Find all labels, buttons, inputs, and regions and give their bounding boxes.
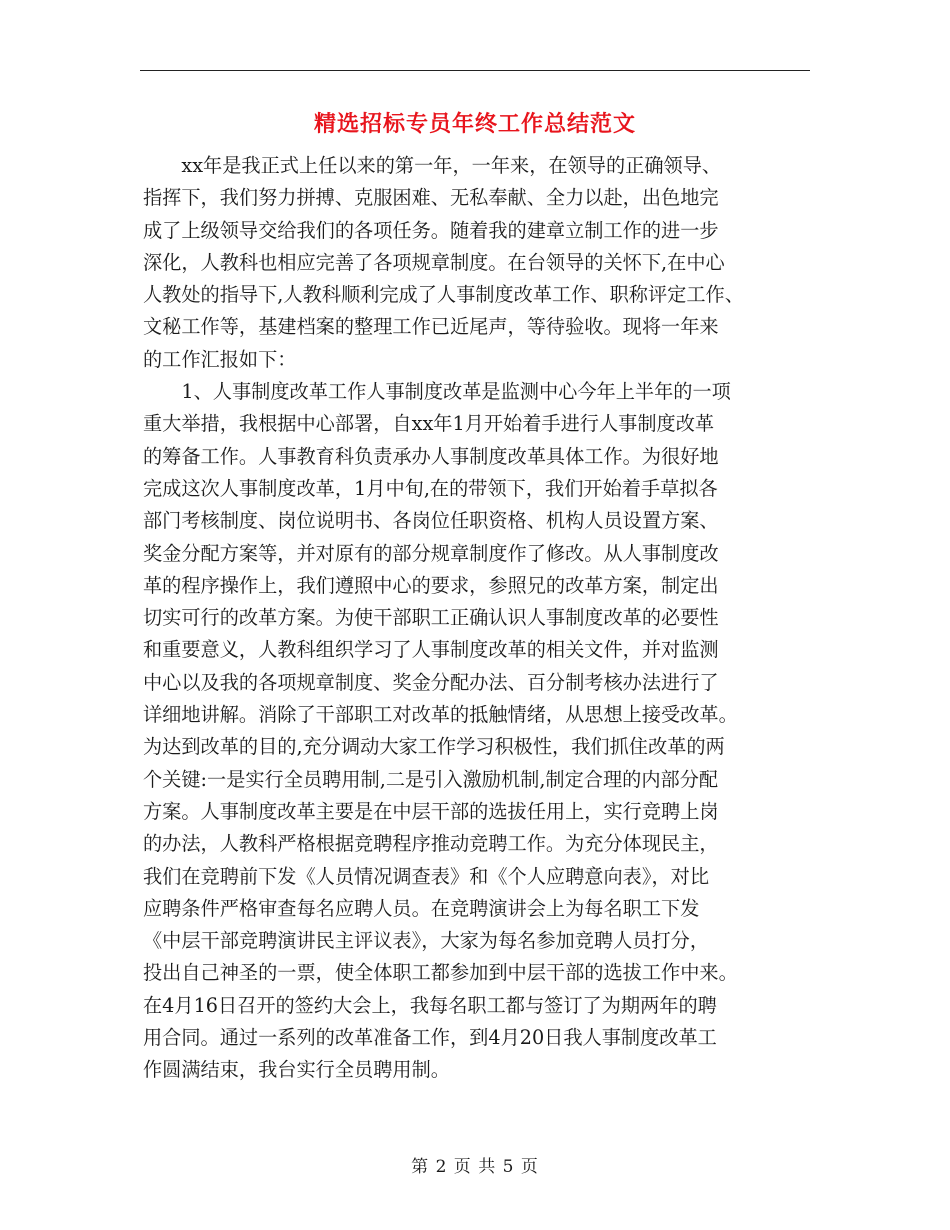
body-line: 完成这次人事制度改革，1月中旬,在的带领下，我们开始着手草拟各 — [143, 476, 718, 500]
page-number-footer: 第 2 页 共 5 页 — [411, 1157, 539, 1177]
body-line: xx年是我正式上任以来的第一年，一年来，在领导的正确领导、 — [143, 154, 722, 177]
body-line: 指挥下，我们努力拼搏、克服困难、无私奉献、全力以赴，出色地完 — [143, 186, 719, 210]
body-line: 奖金分配方案等，并对原有的部分规章制度作了修改。从人事制度改 — [143, 541, 719, 565]
body-line: 中心以及我的各项规章制度、奖金分配办法、百分制考核办法进行了 — [143, 670, 719, 694]
body-line: 个关键:一是实行全员聘用制,二是引入激励机制,制定合理的内部分配 — [143, 767, 719, 791]
body-line: 人教处的指导下,人教科顺利完成了人事制度改革工作、职称评定工作、 — [143, 283, 744, 307]
body-line: 投出自己神圣的一票，使全体职工都参加到中层干部的选拔工作中来。 — [143, 961, 738, 985]
body-line: 革的程序操作上，我们遵照中心的要求，参照兄的改革方案，制定出 — [143, 573, 719, 597]
body-line: 用合同。通过一系列的改革准备工作，到4月20日我人事制度改革工 — [143, 1026, 717, 1050]
body-line: 成了上级领导交给我们的各项任务。随着我的建章立制工作的进一步 — [143, 218, 719, 242]
header-rule — [140, 70, 810, 71]
body-line: 方案。人事制度改革主要是在中层干部的选拔任用上，实行竞聘上岗 — [143, 799, 719, 823]
body-line: 作圆满结束，我台实行全员聘用制。 — [143, 1058, 450, 1082]
document-title: 精选招标专员年终工作总结范文 — [313, 111, 636, 137]
body-line: 在4月16日召开的签约大会上，我每名职工都与签订了为期两年的聘 — [143, 993, 717, 1017]
body-line: 文秘工作等，基建档案的整理工作已近尾声，等待验收。现将一年来 — [143, 315, 719, 339]
body-line: 《中层干部竞聘演讲民主评议表》，大家为每名参加竞聘人员打分， — [143, 929, 710, 953]
body-line: 为达到改革的目的,充分调动大家工作学习积极性，我们抓住改革的两 — [143, 735, 725, 759]
body-line: 部门考核制度、岗位说明书、各岗位任职资格、机构人员设置方案、 — [143, 509, 719, 533]
body-line: 应聘条件严格审查每名应聘人员。在竞聘演讲会上为每名职工下发 — [143, 896, 700, 920]
body-line: 我们在竞聘前下发《人员情况调查表》和《个人应聘意向表》，对比 — [143, 864, 710, 888]
body-line: 重大举措，我根据中心部署，自xx年1月开始着手进行人事制度改革 — [143, 412, 715, 436]
body-line: 的筹备工作。人事教育科负责承办人事制度改革具体工作。为很好地 — [143, 444, 719, 468]
document-body — [143, 150, 823, 1087]
body-line: 的办法，人教科严格根据竞聘程序推动竞聘工作。为充分体现民主， — [143, 832, 719, 856]
body-line: 切实可行的改革方案。为使干部职工正确认识人事制度改革的必要性 — [143, 606, 719, 630]
body-line: 1、人事制度改革工作人事制度改革是监测中心今年上半年的一项 — [143, 380, 731, 404]
body-line: 和重要意义，人教科组织学习了人事制度改革的相关文件，并对监测 — [143, 638, 719, 662]
body-line: 的工作汇报如下： — [143, 347, 297, 371]
body-line: 深化，人教科也相应完善了各项规章制度。在台领导的关怀下,在中心 — [143, 250, 725, 274]
body-line: 详细地讲解。消除了干部职工对改革的抵触情绪，从思想上接受改革。 — [143, 703, 738, 727]
